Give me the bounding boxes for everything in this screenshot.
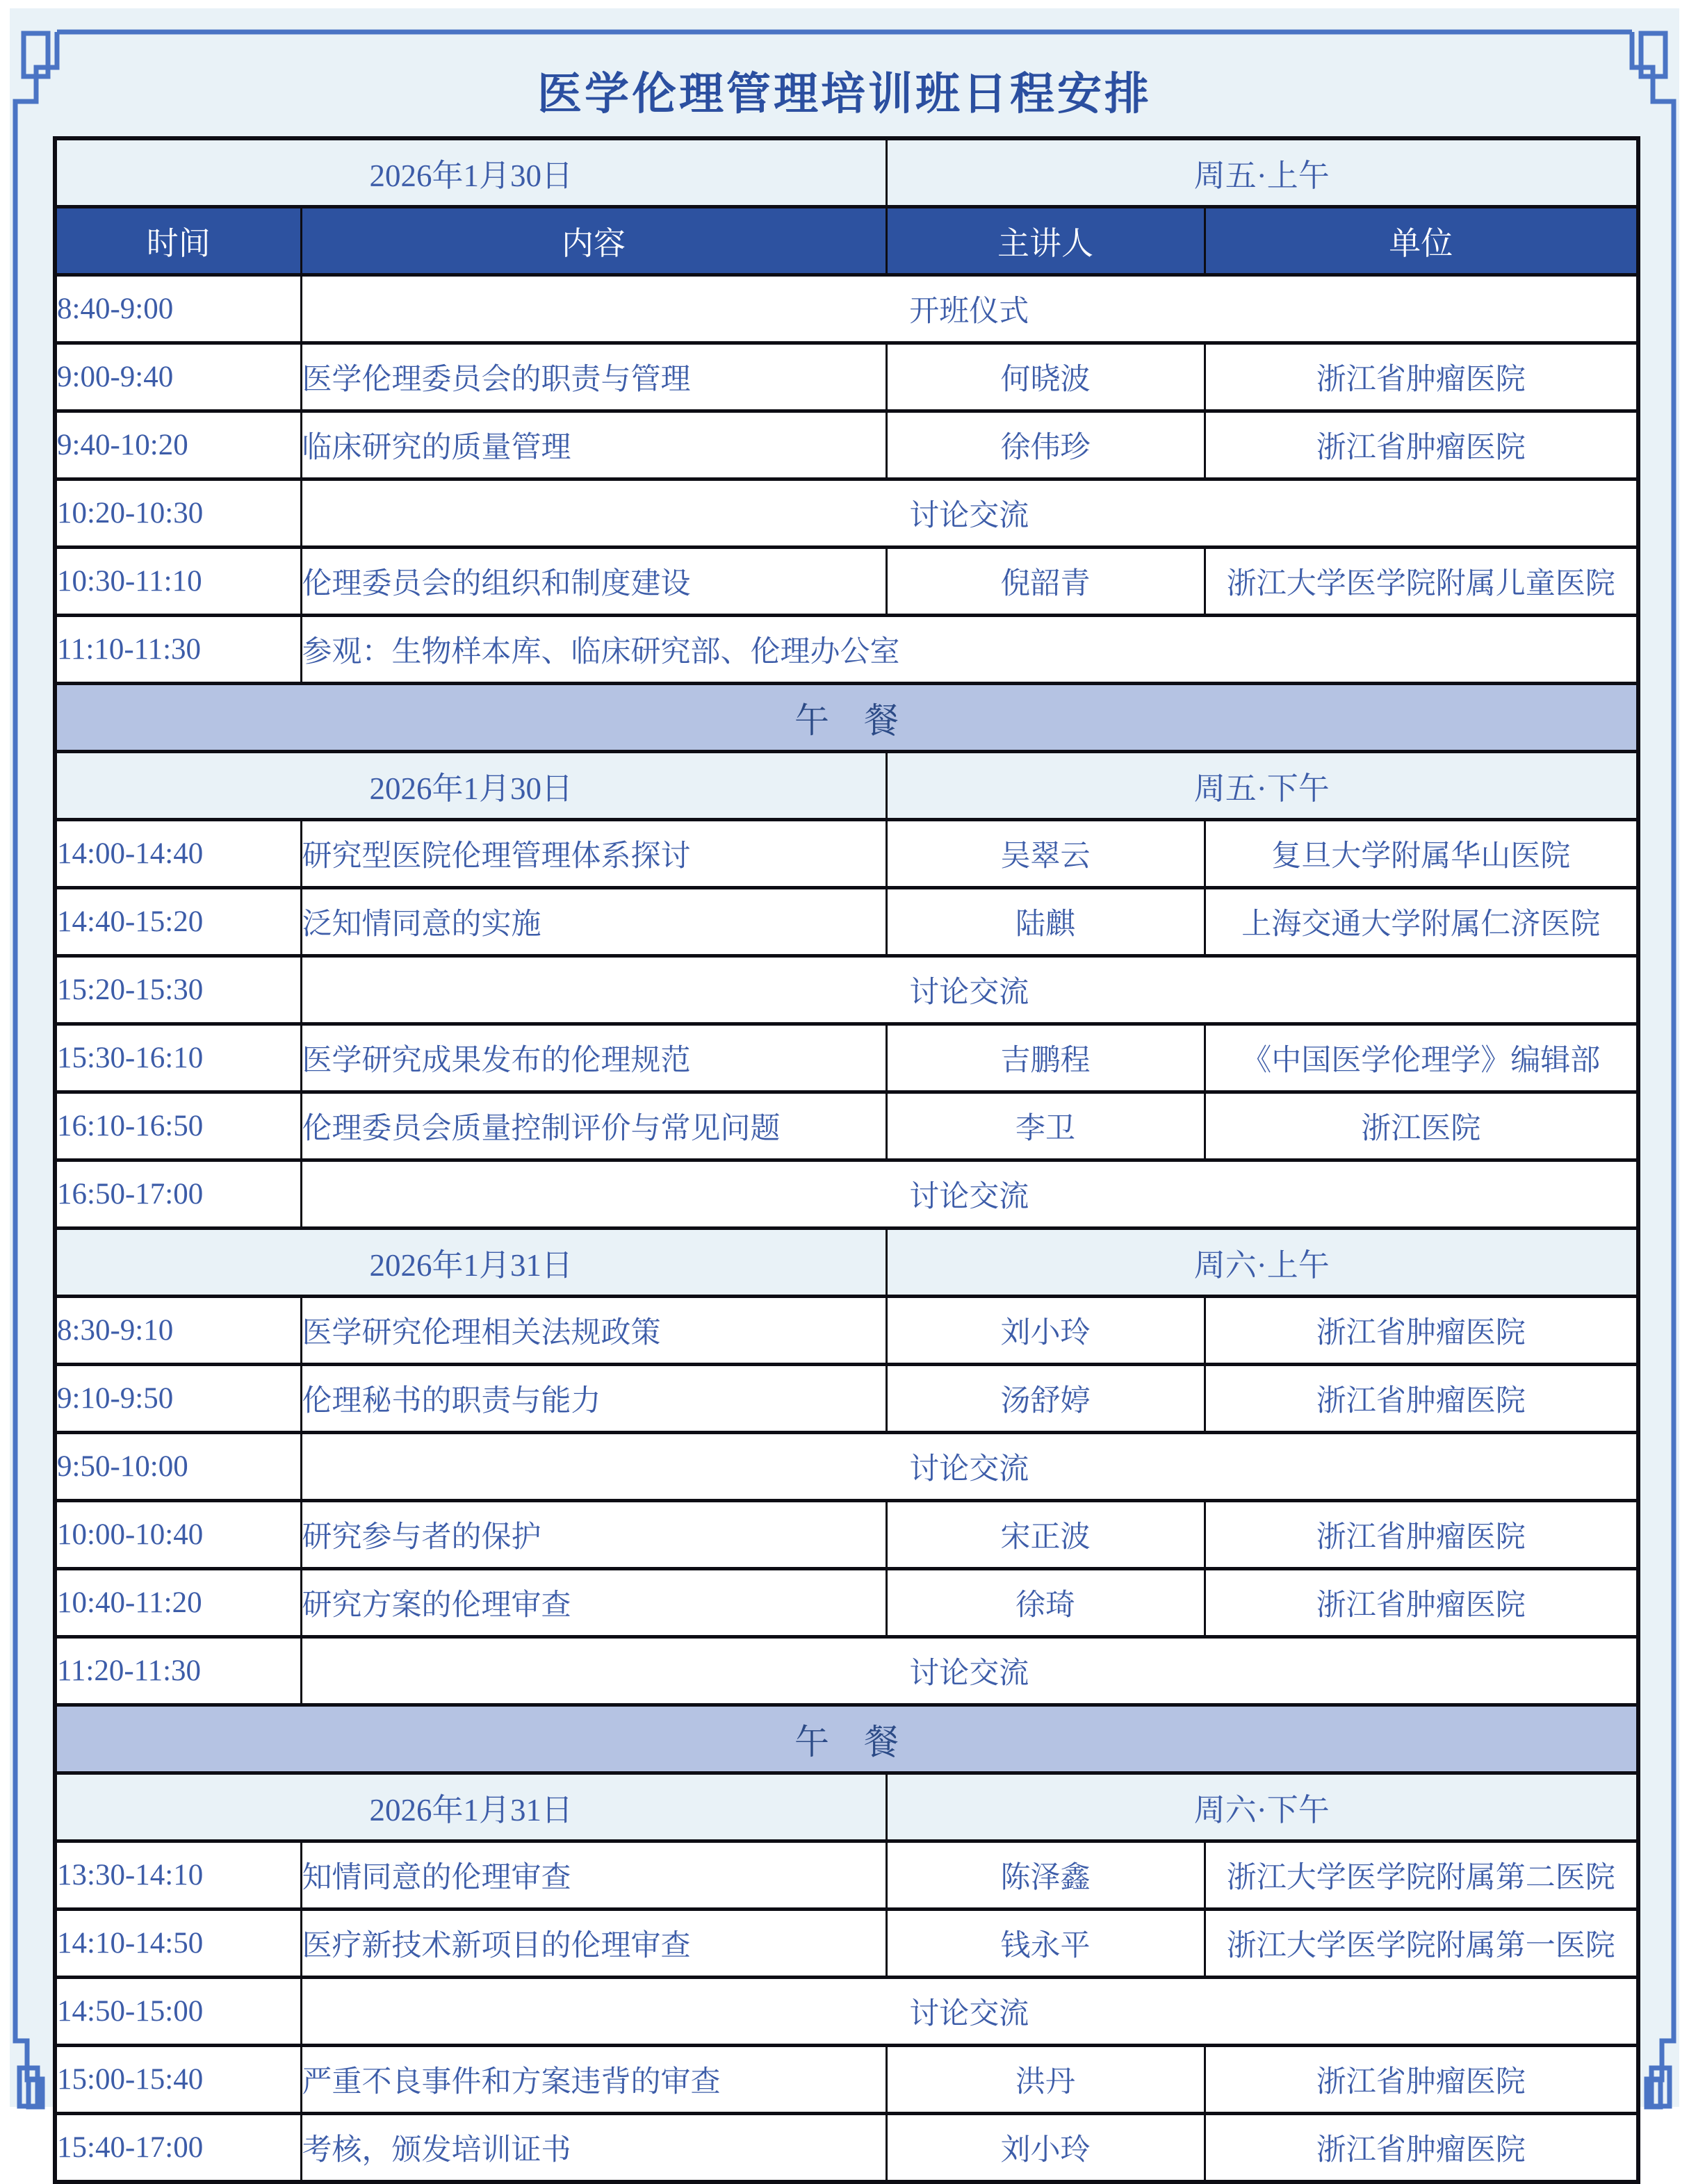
- time-cell: 11:20-11:30: [55, 1637, 301, 1705]
- merged-activity-cell: 参观：生物样本库、临床研究部、伦理办公室: [301, 616, 1638, 684]
- time-cell: 9:00-9:40: [55, 343, 301, 411]
- time-cell: 9:50-10:00: [55, 1433, 301, 1501]
- lunch-row: [55, 1705, 1638, 1773]
- schedule-row: [55, 888, 1638, 956]
- schedule-row: [55, 1092, 1638, 1160]
- schedule-row: [55, 411, 1638, 479]
- lunch-cell: 午 餐: [55, 684, 1638, 752]
- schedule-row: [55, 548, 1638, 616]
- date-row: [55, 1229, 1638, 1297]
- time-cell: 16:50-17:00: [55, 1160, 301, 1229]
- time-cell: 16:10-16:50: [55, 1092, 301, 1160]
- session-cell: 周五·下午: [886, 752, 1638, 820]
- time-cell: 14:10-14:50: [55, 1910, 301, 1978]
- unit-cell: 浙江大学医学院附属第一医院: [1205, 1910, 1638, 1978]
- speaker-cell: 钱永平: [886, 1910, 1205, 1978]
- session-cell: 周六·上午: [886, 1229, 1638, 1297]
- content-cell: 研究参与者的保护: [301, 1501, 886, 1569]
- column-header-2: 主讲人: [886, 207, 1205, 275]
- speaker-cell: 刘小玲: [886, 1297, 1205, 1365]
- content-cell: 医学研究成果发布的伦理规范: [301, 1024, 886, 1092]
- schedule-row: [55, 1569, 1638, 1637]
- schedule-row: [55, 1433, 1638, 1501]
- content-cell: 临床研究的质量管理: [301, 411, 886, 479]
- schedule-row: [55, 1365, 1638, 1433]
- unit-cell: 浙江省肿瘤医院: [1205, 1365, 1638, 1433]
- schedule-row: [55, 616, 1638, 684]
- merged-activity-cell: 开班仪式: [301, 275, 1638, 343]
- schedule-row: [55, 2114, 1638, 2183]
- schedule-row: [55, 479, 1638, 548]
- session-cell: 周五·上午: [886, 138, 1638, 207]
- unit-cell: 浙江省肿瘤医院: [1205, 1297, 1638, 1365]
- schedule-row: [55, 2046, 1638, 2114]
- schedule-row: [55, 1637, 1638, 1705]
- schedule-table: [53, 136, 1640, 2184]
- time-cell: 15:30-16:10: [55, 1024, 301, 1092]
- merged-activity-cell: 讨论交流: [301, 1160, 1638, 1229]
- unit-cell: 浙江省肿瘤医院: [1205, 1569, 1638, 1637]
- speaker-cell: 吴翠云: [886, 820, 1205, 888]
- speaker-cell: 倪韶青: [886, 548, 1205, 616]
- merged-activity-cell: 讨论交流: [301, 1978, 1638, 2046]
- time-cell: 15:00-15:40: [55, 2046, 301, 2114]
- time-cell: 15:20-15:30: [55, 956, 301, 1024]
- schedule-row: [55, 1501, 1638, 1569]
- time-cell: 10:00-10:40: [55, 1501, 301, 1569]
- merged-activity-cell: 讨论交流: [301, 956, 1638, 1024]
- speaker-cell: 徐琦: [886, 1569, 1205, 1637]
- session-cell: 周六·下午: [886, 1773, 1638, 1841]
- column-header-1: 内容: [301, 207, 886, 275]
- time-cell: 14:00-14:40: [55, 820, 301, 888]
- date-row: [55, 1773, 1638, 1841]
- schedule-row: [55, 1978, 1638, 2046]
- schedule-row: [55, 820, 1638, 888]
- unit-cell: 浙江省肿瘤医院: [1205, 2114, 1638, 2183]
- content-cell: 研究方案的伦理审查: [301, 1569, 886, 1637]
- speaker-cell: 陆麒: [886, 888, 1205, 956]
- column-header-3: 单位: [1205, 207, 1638, 275]
- schedule-row: [55, 1160, 1638, 1229]
- date-cell: 2026年1月31日: [55, 1229, 886, 1297]
- page-title: 医学伦理管理培训班日程安排: [537, 69, 1152, 119]
- time-cell: 9:10-9:50: [55, 1365, 301, 1433]
- lunch-cell: 午 餐: [55, 1705, 1638, 1773]
- date-cell: 2026年1月31日: [55, 1773, 886, 1841]
- content-cell: 医疗新技术新项目的伦理审查: [301, 1910, 886, 1978]
- content-cell: 研究型医院伦理管理体系探讨: [301, 820, 886, 888]
- unit-cell: 上海交通大学附属仁济医院: [1205, 888, 1638, 956]
- unit-cell: 浙江医院: [1205, 1092, 1638, 1160]
- schedule-row: [55, 1910, 1638, 1978]
- unit-cell: 浙江大学医学院附属第二医院: [1205, 1841, 1638, 1910]
- time-cell: 8:30-9:10: [55, 1297, 301, 1365]
- time-cell: 14:50-15:00: [55, 1978, 301, 2046]
- speaker-cell: 洪丹: [886, 2046, 1205, 2114]
- unit-cell: 浙江省肿瘤医院: [1205, 2046, 1638, 2114]
- speaker-cell: 吉鹏程: [886, 1024, 1205, 1092]
- content-cell: 伦理委员会的组织和制度建设: [301, 548, 886, 616]
- merged-activity-cell: 讨论交流: [301, 1433, 1638, 1501]
- schedule-row: [55, 343, 1638, 411]
- schedule-row: [55, 1841, 1638, 1910]
- unit-cell: 浙江省肿瘤医院: [1205, 411, 1638, 479]
- content-cell: 知情同意的伦理审查: [301, 1841, 886, 1910]
- schedule-body: [55, 138, 1638, 2182]
- content-cell: 考核，颁发培训证书: [301, 2114, 886, 2183]
- schedule-row: [55, 1297, 1638, 1365]
- content-cell: 伦理秘书的职责与能力: [301, 1365, 886, 1433]
- unit-cell: 浙江省肿瘤医院: [1205, 1501, 1638, 1569]
- content-cell: 伦理委员会质量控制评价与常见问题: [301, 1092, 886, 1160]
- column-header-0: 时间: [55, 207, 301, 275]
- frame-left-line: [15, 32, 57, 2080]
- time-cell: 13:30-14:10: [55, 1841, 301, 1910]
- unit-cell: 《中国医学伦理学》编辑部: [1205, 1024, 1638, 1092]
- time-cell: 10:30-11:10: [55, 548, 301, 616]
- unit-cell: 浙江省肿瘤医院: [1205, 343, 1638, 411]
- speaker-cell: 刘小玲: [886, 2114, 1205, 2183]
- speaker-cell: 陈泽鑫: [886, 1841, 1205, 1910]
- time-cell: 8:40-9:00: [55, 275, 301, 343]
- content-cell: 泛知情同意的实施: [301, 888, 886, 956]
- time-cell: 11:10-11:30: [55, 616, 301, 684]
- lunch-row: [55, 684, 1638, 752]
- time-cell: 15:40-17:00: [55, 2114, 301, 2183]
- speaker-cell: 汤舒婷: [886, 1365, 1205, 1433]
- time-cell: 10:20-10:30: [55, 479, 301, 548]
- speaker-cell: 徐伟珍: [886, 411, 1205, 479]
- merged-activity-cell: 讨论交流: [301, 1637, 1638, 1705]
- time-cell: 9:40-10:20: [55, 411, 301, 479]
- speaker-cell: 李卫: [886, 1092, 1205, 1160]
- column-header-row: [55, 207, 1638, 275]
- content-cell: 医学伦理委员会的职责与管理: [301, 343, 886, 411]
- date-cell: 2026年1月30日: [55, 752, 886, 820]
- date-row: [55, 138, 1638, 207]
- merged-activity-cell: 讨论交流: [301, 479, 1638, 548]
- schedule-row: [55, 956, 1638, 1024]
- schedule-row: [55, 275, 1638, 343]
- content-cell: 严重不良事件和方案违背的审查: [301, 2046, 886, 2114]
- unit-cell: 浙江大学医学院附属儿童医院: [1205, 548, 1638, 616]
- unit-cell: 复旦大学附属华山医院: [1205, 820, 1638, 888]
- schedule-row: [55, 1024, 1638, 1092]
- time-cell: 14:40-15:20: [55, 888, 301, 956]
- speaker-cell: 宋正波: [886, 1501, 1205, 1569]
- content-cell: 医学研究伦理相关法规政策: [301, 1297, 886, 1365]
- speaker-cell: 何晓波: [886, 343, 1205, 411]
- date-cell: 2026年1月30日: [55, 138, 886, 207]
- date-row: [55, 752, 1638, 820]
- time-cell: 10:40-11:20: [55, 1569, 301, 1637]
